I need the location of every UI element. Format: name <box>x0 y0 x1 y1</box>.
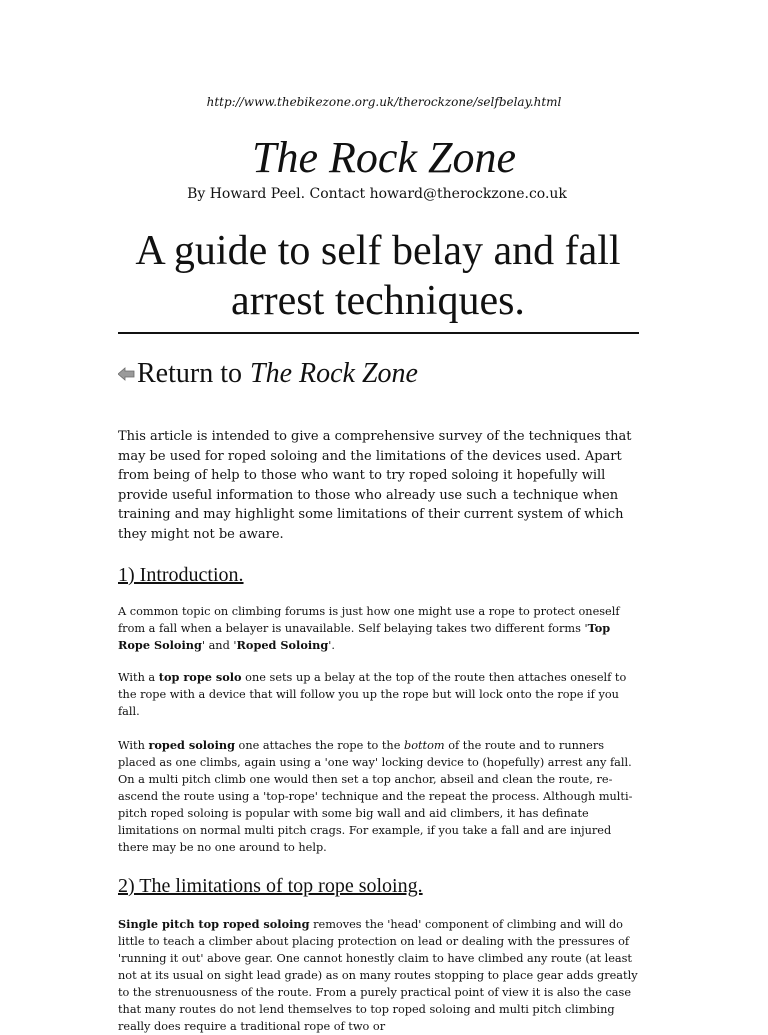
page-url: http://www.thebikezone.org.uk/therockzone/selfbelay.html <box>206 95 562 109</box>
byline: By Howard Peel. Contact howard@therockzone.co.uk <box>187 186 567 202</box>
return-link[interactable] <box>118 356 418 392</box>
return-link-site: The Rock Zone <box>250 358 418 389</box>
section-heading-introduction: 1) Introduction. <box>118 564 244 586</box>
section-heading-limitations: 2) The limitations of top rope soloing. <box>118 875 423 897</box>
intro-section-paragraph-2: With a top rope solo one sets up a belay at the top of the route then attaches oneself to the rope with a device that will follow you up the rope but will lock onto the rope if you fall. <box>118 670 627 718</box>
title-divider <box>118 332 639 334</box>
intro-section-paragraph-3: With roped soloing one attaches the rope to the bottom of the route and to runners placed as one climbs, again using a 'one way' locking device to (hopefully) arrest any fall. On a multi pitch climb one would then set a top anchor, abseil and clean the route, re-ascend the route using a 'top-rope' technique and the repeat the process. Although multi-pitch roped soloing is popular with some big wall and aid climbers, it has definate limitations on normal multi pitch crags. For example, if you take a fall and are injured there may be no one around to help. <box>118 738 633 854</box>
limitations-paragraph-1: Single pitch top roped soloing removes the 'head' component of climbing and will do little to teach a climber about placing protection on lead or dealing with the pressures of 'running it out' above gear. One cannot honestly claim to have climbed any route (at least not at its usual on sight lead grade) as on many routes stopping to place gear adds greatly to the strenuousness of the route. From a purely practical point of view it is also the case that many routes do not lend themselves to top roped soloing and multi pitch climbing really does require a traditional rope of two or <box>118 917 638 1033</box>
back-arrow-icon <box>118 367 135 381</box>
site-title: The Rock Zone <box>252 133 516 182</box>
intro-paragraph: This article is intended to give a comprehensive survey of the techniques that may be used for roped soloing and the limitations of the devices used. Apart from being of help to those who want to try roped soloing it hopefully will provide useful information to those who already use such a technique when training and may highlight some limitations of their current system of which they might not be aware. <box>118 429 632 542</box>
article-title: A guide to self belay and fall arrest techniques. <box>135 228 621 324</box>
return-link-label: Return to <box>137 358 242 389</box>
intro-section-paragraph-1: A common topic on climbing forums is just how one might use a rope to protect oneself from a fall when a belayer is unavailable. Self belaying takes two different forms 'Top Rope Soloing' and 'Roped Soloing'. <box>118 605 620 652</box>
